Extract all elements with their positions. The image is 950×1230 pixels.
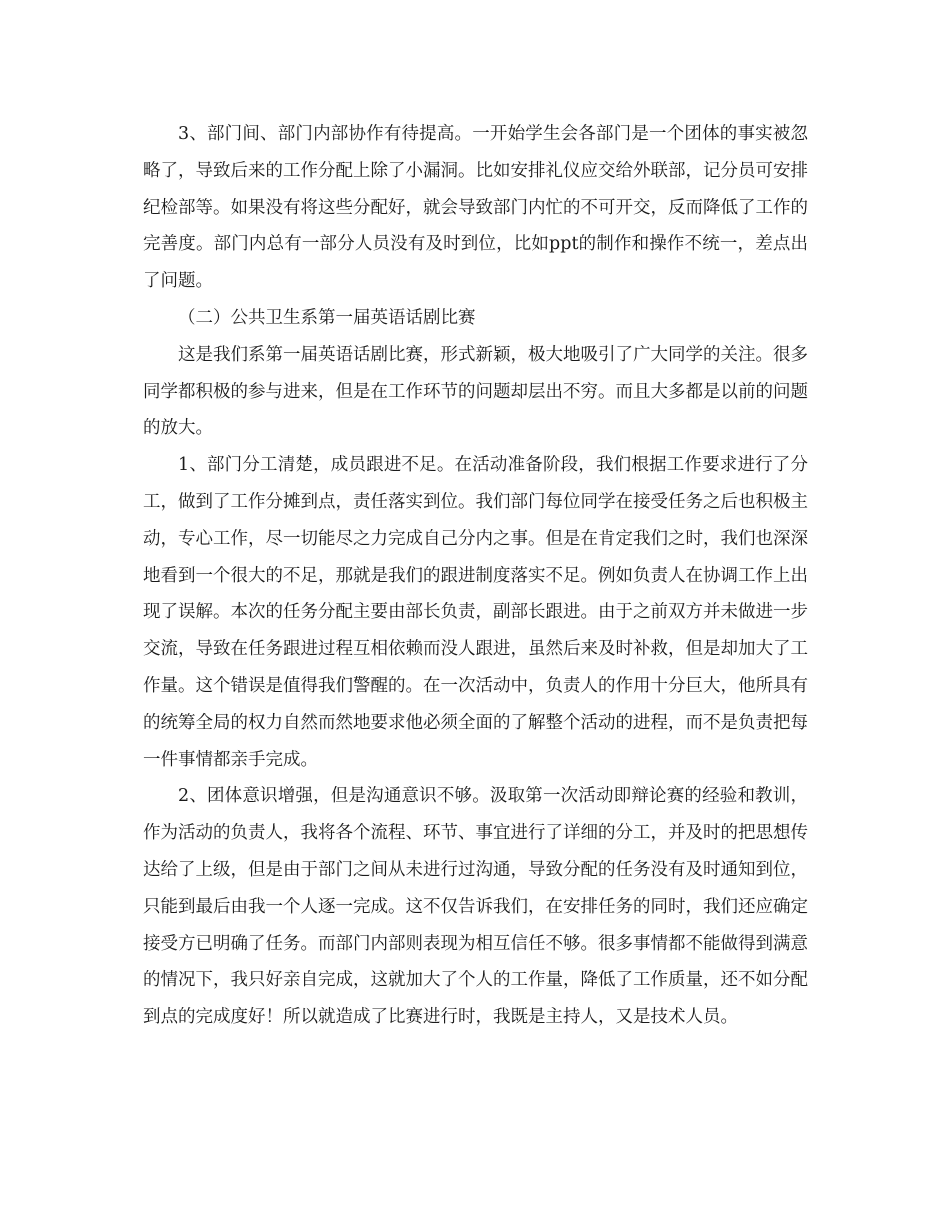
paragraph-division-of-labor: 1、部门分工清楚，成员跟进不足。在活动准备阶段，我们根据工作要求进行了分工，做到了工作分摊到点，责任落实到位。我们部门每位同学在接受任务之后也积极主动，专心工作，尽一切能尽之力完成自己分内之事。但是在肯定我们之时，我们也深深地看到一个很大的不足，那就是我们的跟进制度落实不足。例如负责人在协调工作上出现了误解。本次的任务分配主要由部长负责，副部长跟进。由于之前双方并未做进一步交流，导致在任务跟进过程互相依赖而没人跟进，虽然后来及时补救，但是却加大了工作量。这个错误是值得我们警醒的。在一次活动中，负责人的作用十分巨大，他所具有的统筹全局的权力自然而然地要求他必须全面的了解整个活动的进程，而不是负责把每一件事情都亲手完成。 xyxy=(143,455,808,770)
section-heading-english-drama: （二）公共卫生系第一届英语话剧比赛 xyxy=(178,307,476,328)
paragraph-drama-intro: 这是我们系第一届英语话剧比赛，形式新颖，极大地吸引了广大同学的关注。很多同学都积极的参与进来，但是在工作环节的问题却层出不穷。而且大多都是以前的问题的放大。 xyxy=(143,344,808,439)
document-body xyxy=(143,116,808,1036)
paragraph-cooperation: 3、部门间、部门内部协作有待提高。一开始学生会各部门是一个团体的事实被忽略了，导致后来的工作分配上除了小漏洞。比如安排礼仪应交给外联部，记分员可安排纪检部等。如果没有将这些分配好，就会导致部门内忙的不可开交，反而降低了工作的完善度。部门内总有一部分人员没有及时到位，比如ppt的制作和操作不统一，差点出了问题。 xyxy=(143,124,808,292)
paragraph-teamwork-communication: 2、团体意识增强，但是沟通意识不够。汲取第一次活动即辩论赛的经验和教训，作为活动的负责人，我将各个流程、环节、事宜进行了详细的分工，并及时的把思想传达给了上级，但是由于部门之间从未进行过沟通，导致分配的任务没有及时通知到位，只能到最后由我一个人逐一完成。这不仅告诉我们，在安排任务的同时，我们还应确定接受方已明确了任务。而部门内部则表现为相互信任不够。很多事情都不能做得到满意的情况下，我只好亲自完成，这就加大了个人的工作量，降低了工作质量，还不如分配到点的完成度好！所以就造成了比赛进行时，我既是主持人，又是技术人员。 xyxy=(143,786,808,1028)
